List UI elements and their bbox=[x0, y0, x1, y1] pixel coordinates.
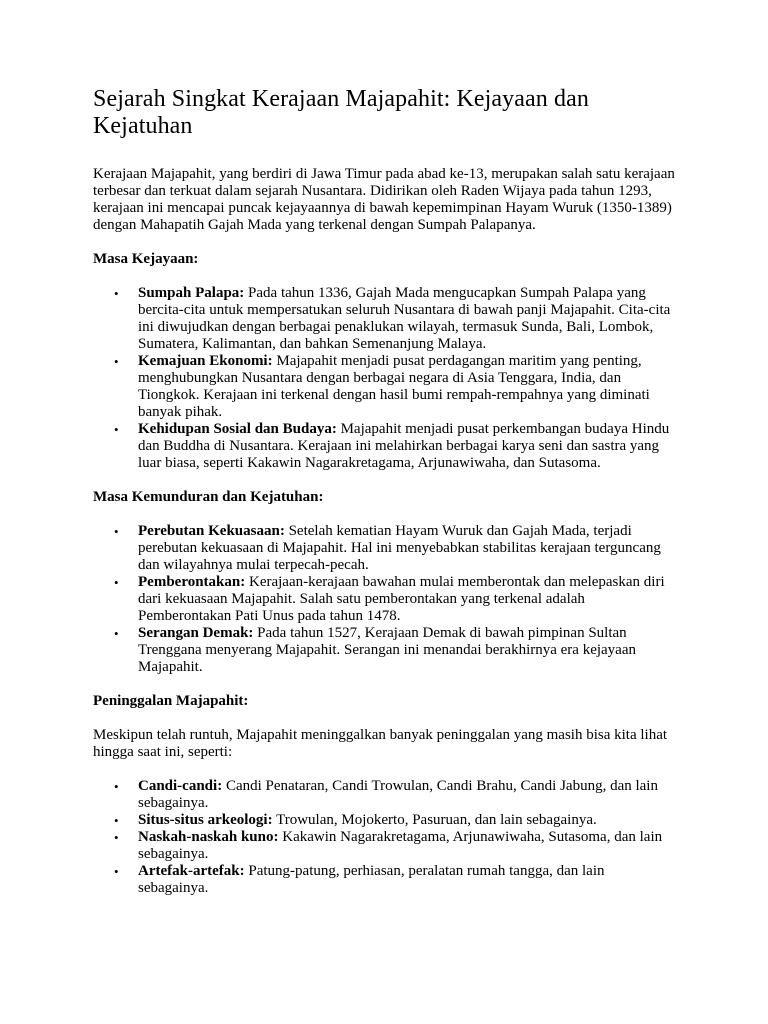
document-title: Sejarah Singkat Kerajaan Majapahit: Kejayaan dan Kejatuhan bbox=[93, 86, 589, 139]
bullet-icon: • bbox=[114, 830, 119, 845]
bullet-icon: • bbox=[114, 354, 119, 369]
list-item-text: Kerajaan-kerajaan bawahan mulai memberontak dan melepaskan diri dari kekuasaan Majapahit. Salah satu pemberontakan yang terkenal adalah Pemberontakan Pati Unus pada tahun 1478. bbox=[138, 574, 665, 624]
list-item-term: Kehidupan Sosial dan Budaya: bbox=[138, 421, 337, 437]
list-item bbox=[114, 778, 676, 812]
bullet-icon: • bbox=[114, 779, 119, 794]
section-title-kejayaan: Masa Kejayaan: bbox=[93, 251, 199, 267]
bullet-icon: • bbox=[114, 524, 119, 539]
list-item-text: Candi Penataran, Candi Trowulan, Candi Brahu, Candi Jabung, dan lain sebagainya. bbox=[138, 778, 658, 811]
list-item bbox=[114, 523, 676, 574]
list-item-term: Kemajuan Ekonomi: bbox=[138, 353, 273, 369]
list-item-term: Serangan Demak: bbox=[138, 625, 254, 641]
list-item-text: Pada tahun 1527, Kerajaan Demak di bawah pimpinan Sultan Trenggana menyerang Majapahit. Serangan ini menandai berakhirnya era kejayaan Majapahit. bbox=[138, 625, 636, 675]
list-item-term: Pemberontakan: bbox=[138, 574, 246, 590]
bullet-list-peninggalan bbox=[93, 778, 676, 897]
list-item-term: Naskah-naskah kuno: bbox=[138, 829, 279, 845]
bullet-icon: • bbox=[114, 864, 119, 879]
list-item-term: Situs-situs arkeologi: bbox=[138, 812, 273, 828]
list-item bbox=[114, 812, 676, 829]
list-item bbox=[114, 285, 676, 353]
bullet-list-kejayaan bbox=[93, 285, 676, 472]
list-item-text: Kakawin Nagarakretagama, Arjunawiwaha, Sutasoma, dan lain sebagainya. bbox=[138, 829, 663, 862]
intro-paragraph: Kerajaan Majapahit, yang berdiri di Jawa Timur pada abad ke-13, merupakan salah satu kerajaan terbesar dan terkuat dalam sejarah Nusantara. Didirikan oleh Raden Wijaya pada tahun 1293, kerajaan ini mencapai puncak kejayaannya di bawah kepemimpinan Hayam Wuruk (1350-1389) dengan Mahapatih Gajah Mada yang terkenal dengan Sumpah Palapanya. bbox=[93, 166, 675, 233]
peninggalan-paragraph: Meskipun telah runtuh, Majapahit meninggalkan banyak peninggalan yang masih bisa kita lihat hingga saat ini, seperti: bbox=[93, 727, 668, 760]
list-item-term: Artefak-artefak: bbox=[138, 863, 245, 879]
section-title-kemunduran: Masa Kemunduran dan Kejatuhan: bbox=[93, 489, 324, 505]
list-item-term: Sumpah Palapa: bbox=[138, 285, 245, 301]
list-item-text: Majapahit menjadi pusat perkembangan budaya Hindu dan Buddha di Nusantara. Kerajaan ini melahirkan berbagai karya seni dan sastra yang luar biasa, seperti Kakawin Nagarakretagama, Arjunawiwaha, dan Sutasoma. bbox=[138, 421, 670, 471]
bullet-icon: • bbox=[114, 422, 119, 437]
bullet-icon: • bbox=[114, 575, 119, 590]
list-item bbox=[114, 863, 676, 897]
list-item bbox=[114, 353, 676, 421]
list-item-text: Trowulan, Mojokerto, Pasuruan, dan lain sebagainya. bbox=[272, 812, 597, 828]
list-item bbox=[114, 829, 676, 863]
list-item-term: Candi-candi: bbox=[138, 778, 223, 794]
list-item bbox=[114, 625, 676, 676]
bullet-icon: • bbox=[114, 286, 119, 301]
list-item bbox=[114, 421, 676, 472]
bullet-icon: • bbox=[114, 626, 119, 641]
list-item bbox=[114, 574, 676, 625]
bullet-icon: • bbox=[114, 813, 119, 828]
section-title-peninggalan: Peninggalan Majapahit: bbox=[93, 693, 249, 709]
list-item-text: Patung-patung, perhiasan, peralatan rumah tangga, dan lain sebagainya. bbox=[138, 863, 605, 896]
list-item-text: Setelah kematian Hayam Wuruk dan Gajah Mada, terjadi perebutan kekuasaan di Majapahit. Hal ini menyebabkan stabilitas kerajaan terguncang dan wilayahnya mulai terpecah-pecah. bbox=[138, 523, 661, 573]
list-item-text: Pada tahun 1336, Gajah Mada mengucapkan Sumpah Palapa yang bercita-cita untuk mempersatukan seluruh Nusantara di bawah panji Majapahit. Cita-cita ini diwujudkan dengan berbagai penaklukan wilayah, termasuk Sunda, Bali, Lombok, Sumatera, Kalimantan, dan bahkan Semenanjung Malaya. bbox=[138, 285, 671, 352]
bullet-list-kemunduran bbox=[93, 523, 676, 676]
list-item-text: Majapahit menjadi pusat perdagangan maritim yang penting, menghubungkan Nusantara dengan berbagai negara di Asia Tenggara, India, dan Tiongkok. Kerajaan ini terkenal dengan hasil bumi rempah-rempahnya yang diminati banyak pihak. bbox=[138, 353, 650, 420]
list-item-term: Perebutan Kekuasaan: bbox=[138, 523, 285, 539]
